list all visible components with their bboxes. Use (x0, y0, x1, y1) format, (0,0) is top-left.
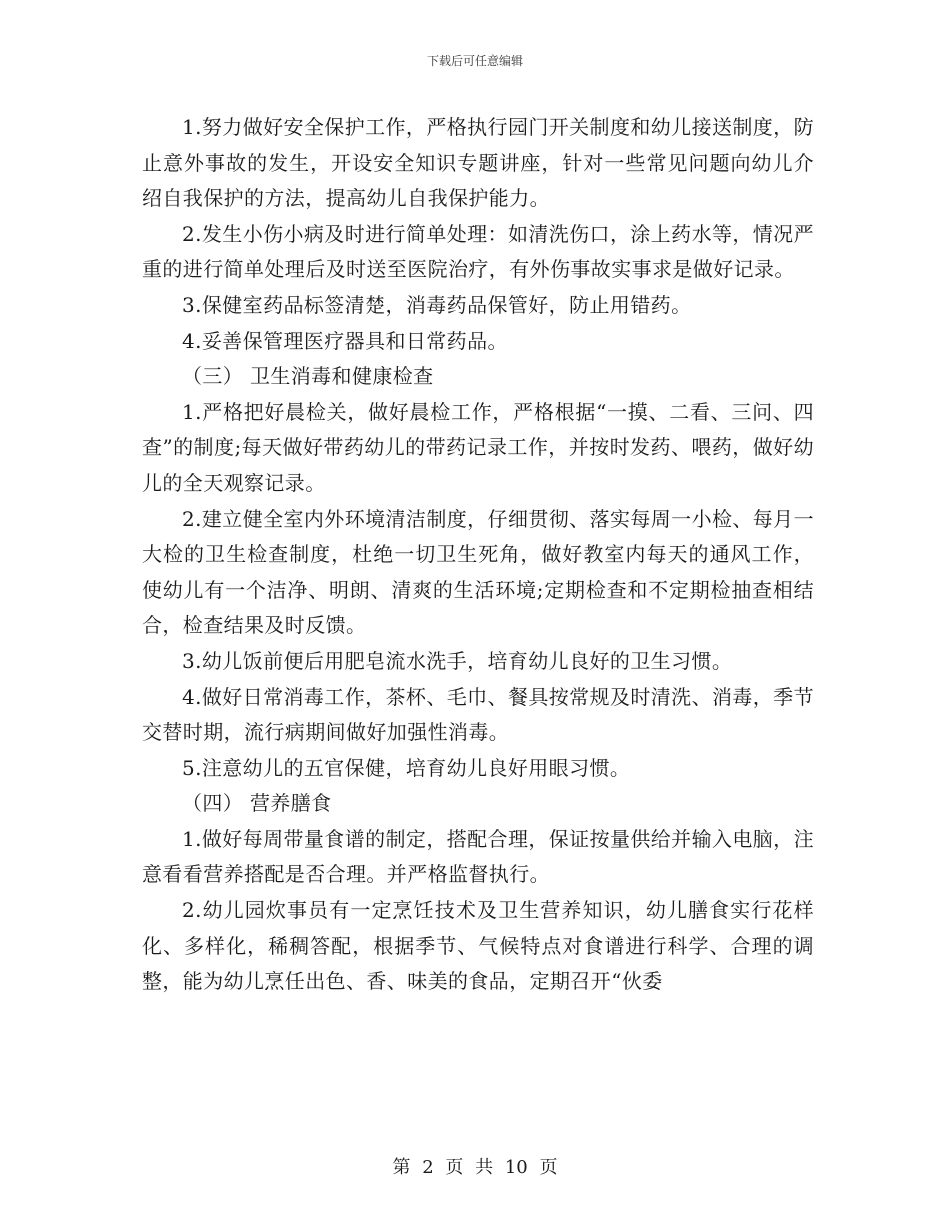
paragraph-morning-check: 1.严格把好晨检关，做好晨检工作，严格根据“一摸、二看、三问、四查”的制度;每天做好带药幼儿的带药记录工作，并按时发药、喂药，做好幼儿的全天观察记录。 (142, 399, 814, 495)
paragraph-cleaning-system: 2.建立健全室内外环境清洁制度，仔细贯彻、落实每周一小检、每月一大检的卫生检查制度，杜绝一切卫生死角，做好教室内每天的通风工作，使幼儿有一个洁净、明朗、清爽的生活环境;定期检查和不定期检抽查相结合，检查结果及时反馈。 (142, 506, 814, 638)
paragraph-minor-injury: 2.发生小伤小病及时进行简单处理：如清洗伤口，涂上药水等，情况严重的进行简单处理后及时送至医院治疗，有外伤事故实事求是做好记录。 (142, 221, 814, 282)
document-body (142, 110, 814, 1000)
section-heading-nutrition: （四） 营养膳食 (182, 791, 332, 816)
paragraph-safety-protection: 1.努力做好安全保护工作，严格执行园门开关制度和幼儿接送制度，防止意外事故的发生，开设安全知识专题讲座，针对一些常见问题向幼儿介绍自我保护的方法，提高幼儿自我保护能力。 (142, 115, 814, 211)
paragraph-medicine-labels: 3.保健室药品标签清楚，消毒药品保管好，防止用错药。 (182, 292, 692, 317)
paragraph-hand-washing: 3.幼儿饭前便后用肥皂流水洗手，培育幼儿良好的卫生习惯。 (182, 648, 733, 673)
section-heading-hygiene: （三） 卫生消毒和健康检查 (182, 364, 434, 389)
page-header: 下载后可任意编辑 (426, 54, 523, 68)
paragraph-weekly-menu: 1.做好每周带量食谱的制定，搭配合理，保证按量供给并输入电脑，注意看看营养搭配是否合理。并严格监督执行。 (142, 826, 814, 887)
paragraph-disinfection: 4.做好日常消毒工作，茶杯、毛巾、餐具按常规及时清洗、消毒，季节交替时期，流行病期间做好加强性消毒。 (142, 684, 814, 745)
paragraph-eye-care: 5.注意幼儿的五官保健，培育幼儿良好用眼习惯。 (182, 755, 631, 780)
paragraph-medical-equipment: 4.妥善保管理医疗器具和日常药品。 (182, 328, 508, 353)
paragraph-cooking-staff: 2.幼儿园炊事员有一定烹饪技术及卫生营养知识，幼儿膳食实行花样化、多样化，稀稠答配，根据季节、气候特点对食谱进行科学、合理的调整，能为幼儿烹任出色、香、味美的食品，定期召开“伙委 (142, 898, 814, 994)
page-number-footer: 第 2 页 共 10 页 (392, 1157, 558, 1178)
